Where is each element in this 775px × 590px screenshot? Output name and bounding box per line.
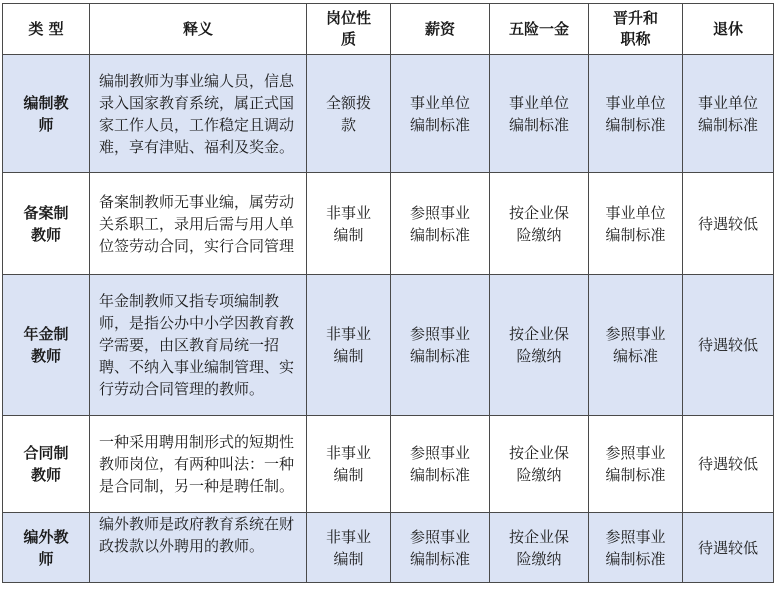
cell-retire: 事业单位编制标准 xyxy=(683,55,774,173)
cell-type: 编外教师 xyxy=(3,513,90,583)
cell-salary: 参照事业编制标准 xyxy=(391,275,490,416)
cell-promotion: 参照事业编制标准 xyxy=(589,416,683,513)
table-row xyxy=(3,55,774,173)
cell-nature: 非事业编制 xyxy=(307,416,391,513)
cell-retire: 待遇较低 xyxy=(683,513,774,583)
cell-retire: 待遇较低 xyxy=(683,416,774,513)
cell-retire: 待遇较低 xyxy=(683,275,774,416)
table-row xyxy=(3,275,774,416)
cell-type: 合同制教师 xyxy=(3,416,90,513)
cell-type: 备案制教师 xyxy=(3,173,90,275)
cell-salary: 参照事业编制标准 xyxy=(391,173,490,275)
cell-nature: 非事业编制 xyxy=(307,173,391,275)
header-nature: 岗位性质 xyxy=(307,4,391,55)
header-salary: 薪资 xyxy=(391,4,490,55)
table-row xyxy=(3,173,774,275)
header-row xyxy=(3,4,774,55)
header-retire: 退休 xyxy=(683,4,774,55)
cell-type: 年金制教师 xyxy=(3,275,90,416)
cell-desc: 年金制教师又指专项编制教师，是指公办中小学因教育教学需要，由区教育局统一招聘、不纳入事业编制管理、实行劳动合同管理的教师。 xyxy=(90,275,307,416)
cell-salary: 事业单位编制标准 xyxy=(391,55,490,173)
header-insurance: 五险一金 xyxy=(490,4,589,55)
cell-type: 编制教师 xyxy=(3,55,90,173)
header-type: 类 型 xyxy=(3,4,90,55)
cell-promotion: 事业单位编制标准 xyxy=(589,55,683,173)
cell-salary: 参照事业编制标准 xyxy=(391,513,490,583)
cell-desc: 一种采用聘用制形式的短期性教师岗位，有两种叫法：一种是合同制，另一种是聘任制。 xyxy=(90,416,307,513)
header-promotion: 晋升和职称 xyxy=(589,4,683,55)
table-row xyxy=(3,513,774,583)
cell-retire: 待遇较低 xyxy=(683,173,774,275)
header-desc: 释义 xyxy=(90,4,307,55)
cell-nature: 非事业编制 xyxy=(307,275,391,416)
teacher-types-table xyxy=(2,3,774,583)
cell-nature: 非事业编制 xyxy=(307,513,391,583)
cell-insurance: 事业单位编制标准 xyxy=(490,55,589,173)
cell-desc: 编外教师是政府教育系统在财政拨款以外聘用的教师。 xyxy=(90,513,307,583)
cell-promotion: 事业单位编制标准 xyxy=(589,173,683,275)
cell-nature: 全额拨款 xyxy=(307,55,391,173)
cell-promotion: 参照事业编制标准 xyxy=(589,513,683,583)
cell-insurance: 按企业保险缴纳 xyxy=(490,513,589,583)
cell-desc: 备案制教师无事业编，属劳动关系职工，录用后需与用人单位签劳动合同，实行合同管理 xyxy=(90,173,307,275)
cell-salary: 参照事业编制标准 xyxy=(391,416,490,513)
table-row xyxy=(3,416,774,513)
cell-insurance: 按企业保险缴纳 xyxy=(490,416,589,513)
cell-insurance: 按企业保险缴纳 xyxy=(490,173,589,275)
cell-desc: 编制教师为事业编人员，信息录入国家教育系统，属正式国家工作人员，工作稳定且调动难，享有津贴、福利及奖金。 xyxy=(90,55,307,173)
cell-insurance: 按企业保险缴纳 xyxy=(490,275,589,416)
cell-promotion: 参照事业编标准 xyxy=(589,275,683,416)
